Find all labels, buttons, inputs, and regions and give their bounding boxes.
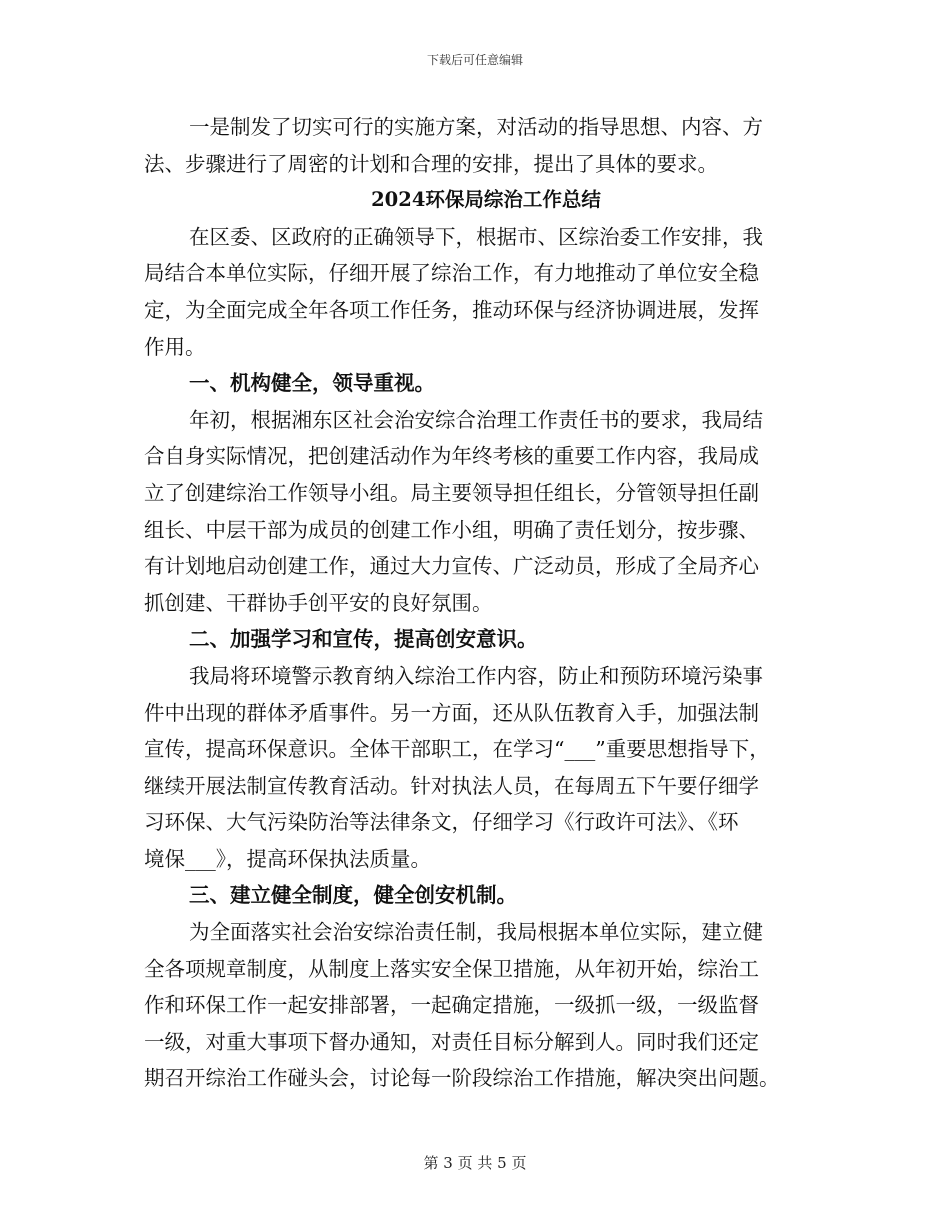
section-heading-3: 三、建立健全制度，健全创安机制。 xyxy=(189,883,517,908)
page-number: 第 3 页 共 5 页 xyxy=(423,1154,527,1172)
paragraph-line: 抓创建、干群协手创平安的良好氛围。 xyxy=(144,590,493,615)
paragraph-line: 件中出现的群体矛盾事件。另一方面，还从队伍教育入手，加强法制 xyxy=(144,700,759,725)
paragraph-line: 期召开综治工作碰头会，讨论每一阶段综治工作措施，解决突出问题。 xyxy=(144,1066,780,1091)
paragraph-line: 有计划地启动创建工作，通过大力宣传、广泛动员，形成了全局齐心 xyxy=(144,554,759,579)
paragraph-line: 立了创建综治工作领导小组。局主要领导担任组长，分管领导担任副 xyxy=(144,480,759,505)
paragraph-line: 组长、中层干部为成员的创建工作小组，明确了责任划分，按步骤、 xyxy=(144,517,759,542)
paragraph-line: 宣传，提高环保意识。全体干部职工，在学习“___”重要思想指导下， xyxy=(144,737,770,762)
document-body xyxy=(144,109,820,1097)
paragraph-line: 习环保、大气污染防治等法律条文，仔细学习《行政许可法》、《环 xyxy=(144,810,739,835)
paragraph-line: 一级，对重大事项下督办通知，对责任目标分解到人。同时我们还定 xyxy=(144,1029,759,1054)
paragraph-line: 法、步骤进行了周密的计划和合理的安排，提出了具体的要求。 xyxy=(144,151,718,176)
paragraph-line: 局结合本单位实际，仔细开展了综治工作，有力地推动了单位安全稳 xyxy=(144,261,759,286)
section-heading-2: 二、加强学习和宣传，提高创安意识。 xyxy=(189,627,538,652)
paragraph-line: 境保___》，提高环保执法质量。 xyxy=(144,846,431,871)
paragraph-line: 作和环保工作一起安排部署，一起确定措施，一级抓一级，一级监督 xyxy=(144,993,759,1018)
paragraph-line: 我局将环境警示教育纳入综治工作内容，防止和预防环境污染事 xyxy=(189,663,763,688)
page-header-note: 下载后可任意编辑 xyxy=(426,53,523,67)
section-heading-1: 一、机构健全，领导重视。 xyxy=(189,371,435,396)
paragraph-line: 为全面落实社会治安综治责任制，我局根据本单位实际，建立健 xyxy=(189,920,763,945)
paragraph-line: 一是制发了切实可行的实施方案，对活动的指导思想、内容、方 xyxy=(189,115,763,139)
paragraph-line: 年初，根据湘东区社会治安综合治理工作责任书的要求，我局结 xyxy=(189,407,763,432)
paragraph-line: 合自身实际情况，把创建活动作为年终考核的重要工作内容，我局成 xyxy=(144,444,759,469)
paragraph-line: 作用。 xyxy=(144,334,206,359)
paragraph-line: 继续开展法制宣传教育活动。针对执法人员，在每周五下午要仔细学 xyxy=(144,773,759,798)
paragraph-line: 定，为全面完成全年各项工作任务，推动环保与经济协调进展，发挥 xyxy=(144,297,759,322)
paragraph-line: 全各项规章制度，从制度上落实安全保卫措施，从年初开始，综治工 xyxy=(144,956,759,981)
paragraph-line: 在区委、区政府的正确领导下，根据市、区综治委工作安排，我 xyxy=(189,224,763,249)
document-title: 2024环保局综治工作总结 xyxy=(371,188,601,212)
